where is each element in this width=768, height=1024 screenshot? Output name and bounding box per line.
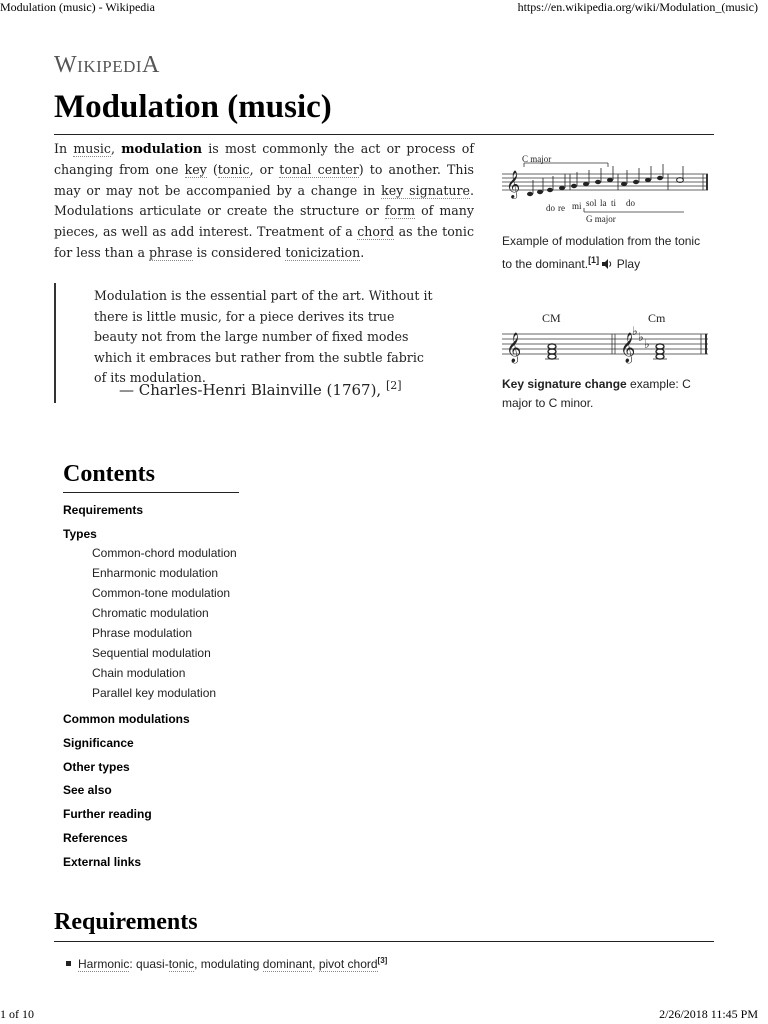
toc-other-types[interactable]: Other types bbox=[63, 760, 130, 774]
svg-text:ti: ti bbox=[611, 198, 617, 208]
print-footer bbox=[0, 1007, 768, 1023]
svg-text:la: la bbox=[600, 198, 607, 208]
figure1-caption: Example of modulation from the tonic to the dominant.[1] Play bbox=[502, 234, 701, 271]
link-tonic[interactable]: tonic bbox=[217, 161, 250, 177]
toc-phrase-modulation[interactable]: Phrase modulation bbox=[92, 626, 193, 640]
chord-label-cmin: Cm bbox=[648, 311, 666, 325]
term-modulation: modulation bbox=[121, 141, 202, 156]
link-pivot-chord[interactable]: pivot chord bbox=[318, 957, 378, 971]
label-g-major: G major bbox=[586, 214, 616, 224]
link-chord[interactable]: chord bbox=[357, 224, 395, 240]
link-tonicization[interactable]: tonicization bbox=[285, 244, 361, 260]
section-title-requirements: Requirements bbox=[54, 909, 198, 935]
svg-text:𝄞: 𝄞 bbox=[620, 333, 636, 363]
link-harmonic[interactable]: Harmonic bbox=[78, 957, 130, 971]
print-header bbox=[0, 0, 768, 16]
toc-external-links[interactable]: External links bbox=[63, 855, 142, 869]
svg-text:re: re bbox=[558, 203, 565, 213]
print-page-title: Modulation (music) - Wikipedia bbox=[0, 0, 155, 14]
key-signature-image bbox=[500, 308, 712, 380]
toc-sequential-modulation[interactable]: Sequential modulation bbox=[92, 646, 211, 660]
toc-references[interactable]: References bbox=[63, 831, 128, 845]
toc-see-also[interactable]: See also bbox=[63, 783, 112, 797]
label-c-major: C major bbox=[522, 154, 552, 164]
contents-divider bbox=[63, 492, 239, 493]
toc-common-tone-modulation[interactable]: Common-tone modulation bbox=[92, 586, 231, 600]
svg-text:do: do bbox=[546, 203, 555, 213]
link-key-signature[interactable]: key signature bbox=[381, 182, 470, 198]
figure-modulation-score[interactable] bbox=[500, 150, 710, 230]
citation-2[interactable]: [2] bbox=[385, 379, 402, 392]
svg-text:mi: mi bbox=[572, 201, 582, 211]
lead-paragraph: In music, modulation is most commonly the act or process of changing from one key (tonic, or tonal center) to another. This may or may not be accompanied by a change in key signature. Modulations articulate or create the structure or form of many pieces, as well as add interest. Treatment of a chord as the tonic for less than a phrase is considered tonicization. bbox=[54, 141, 474, 260]
svg-text:𝄞: 𝄞 bbox=[506, 333, 522, 363]
toc-common-modulations[interactable]: Common modulations bbox=[63, 712, 190, 726]
print-page-count: 1 of 10 bbox=[0, 1007, 34, 1021]
svg-text:𝄞: 𝄞 bbox=[506, 170, 521, 198]
svg-text:♭: ♭ bbox=[638, 330, 644, 344]
link-phrase[interactable]: phrase bbox=[148, 244, 193, 260]
svg-text:sol: sol bbox=[586, 198, 597, 208]
toc-types[interactable]: Types bbox=[63, 527, 97, 541]
quote-attribution: — Charles-Henri Blainville (1767), [2] bbox=[119, 379, 402, 399]
page-title: Modulation (music) bbox=[54, 89, 332, 125]
toc-further-reading[interactable]: Further reading bbox=[63, 807, 152, 821]
requirements-divider bbox=[54, 941, 714, 942]
figure-key-signature-score[interactable] bbox=[500, 308, 712, 380]
toc-common-chord-modulation[interactable]: Common-chord modulation bbox=[92, 546, 237, 560]
citation-1[interactable]: [1] bbox=[588, 254, 600, 265]
contents-title: Contents bbox=[63, 461, 156, 487]
svg-text:♭: ♭ bbox=[632, 324, 638, 338]
link-music[interactable]: music bbox=[73, 141, 111, 156]
title-divider bbox=[54, 134, 714, 135]
link-tonal-center[interactable]: tonal center bbox=[279, 161, 359, 177]
print-url: https://en.wikipedia.org/wiki/Modulation_(music) bbox=[517, 0, 758, 14]
speaker-icon bbox=[602, 259, 613, 269]
link-form[interactable]: form bbox=[384, 203, 416, 219]
wordmark-text: WikipediA bbox=[54, 52, 160, 78]
bullet-icon bbox=[66, 961, 71, 966]
toc-chromatic-modulation[interactable]: Chromatic modulation bbox=[92, 606, 209, 620]
toc-significance[interactable]: Significance bbox=[63, 736, 134, 750]
score-image bbox=[500, 150, 710, 230]
toc-requirements[interactable]: Requirements bbox=[63, 503, 144, 517]
link-key[interactable]: key bbox=[184, 161, 207, 177]
svg-text:♭: ♭ bbox=[644, 337, 650, 351]
link-tonic-2[interactable]: tonic bbox=[168, 957, 195, 971]
citation-3[interactable]: [3] bbox=[377, 956, 388, 965]
figure2-caption: Key signature change example: C major to C minor. bbox=[502, 377, 691, 410]
requirements-list-item: Harmonic: quasi-tonic, modulating dominant, pivot chord[3] bbox=[66, 956, 387, 971]
link-dominant[interactable]: dominant bbox=[262, 957, 313, 971]
chord-label-cm: CM bbox=[542, 311, 561, 325]
toc-parallel-key-modulation[interactable]: Parallel key modulation bbox=[92, 686, 217, 700]
wikipedia-wordmark[interactable] bbox=[54, 52, 160, 79]
blockquote bbox=[54, 283, 456, 403]
quote-text: Modulation is the essential part of the art. Without it there is little music, for a piece derives its true beauty not from the large number of fixed modes which it embraces but rather from the subtle fabric of its modulation. bbox=[94, 288, 433, 386]
play-control[interactable]: Play bbox=[602, 257, 640, 271]
print-timestamp: 2/26/2018 11:45 PM bbox=[659, 1007, 758, 1021]
toc-enharmonic-modulation[interactable]: Enharmonic modulation bbox=[92, 566, 219, 580]
svg-text:do: do bbox=[626, 198, 635, 208]
toc-chain-modulation[interactable]: Chain modulation bbox=[92, 666, 186, 680]
